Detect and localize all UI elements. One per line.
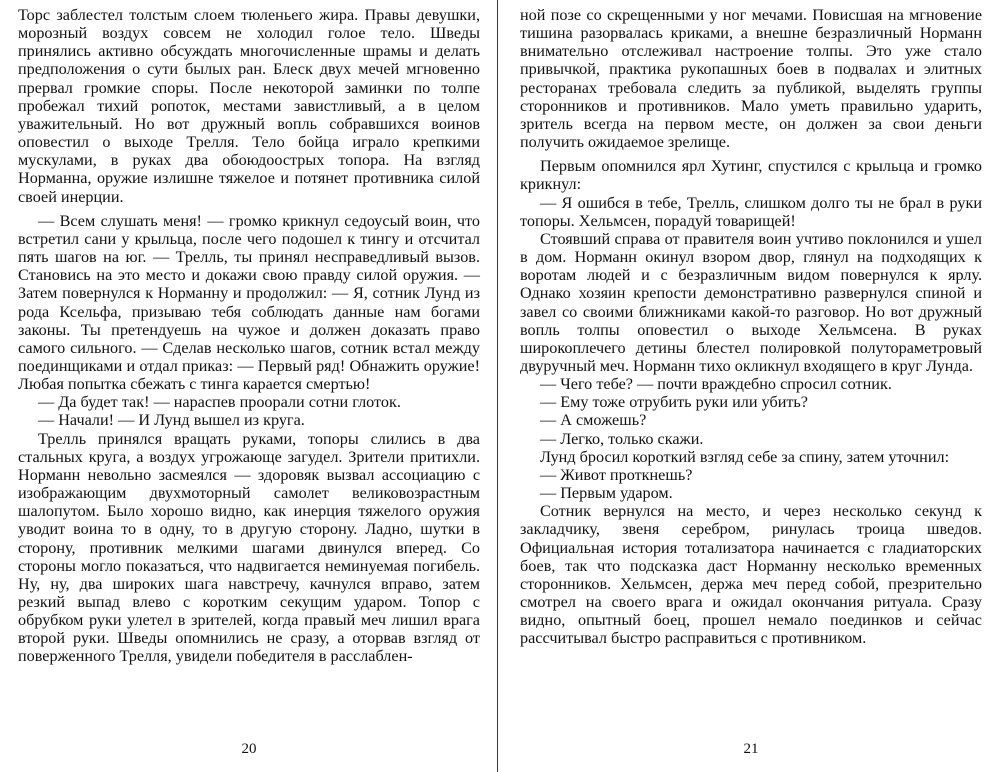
paragraph: — А сможешь? bbox=[540, 411, 647, 430]
paragraph: Первым опомнился ярл Хутинг, спустился с крыльца и громко крикнул: bbox=[520, 157, 982, 194]
page-gutter bbox=[497, 0, 498, 772]
paragraph: — Ему тоже отрубить руки или убить? bbox=[540, 393, 808, 412]
paragraph: Лунд бросил короткий взгляд себе за спину, затем уточнил: bbox=[540, 447, 950, 466]
paragraph: — Первым ударом. bbox=[540, 484, 673, 503]
paragraph: ной позе со скрещенными у ног мечами. Повисшая на мгновение тишина разорвалась криками, а внешне безразличный Норманн внимательно отслеживал настроение толпы. Это уже стало привычкой, практика рукопашных боев в подвалах и элитных ресторанах требовала следить за публикой, выделять группы сторонников и противников. Мало уметь правильно ударить, зритель всегда на первом месте, он должен за свои деньги получить ожидаемое зрелище. bbox=[520, 6, 982, 152]
left-page bbox=[18, 6, 480, 666]
paragraph: Трелль принялся вращать руками, топоры слились в два стальных круга, а воздух угрожающе загудел. Зрители притихли. Норманн невольно засмеялся — здоровяк вызвал ассоциацию с изображающим двухмоторный самолет великовозрастным шалопутом. Было хорошо видно, как инерция тяжелого оружия уводит воина то в одну, то в другую сторону. Ладно, шутки в сторону, противник мелкими шагами двинулся вперед. Со стороны могло показаться, что надвигается неминуемая погибель. Ну, ну, два широких шага навстречу, качнулся вправо, затем резкий выпад влево с коротким секущим ударом. Топор с обрубком руки улетел в зрителей, когда правый меч лишил врага второй руки. Шведы опомнились не сразу, а оторвав взгляд от поверженного Трелля, увидели победителя в расслаблен- bbox=[18, 429, 480, 666]
right-page bbox=[520, 6, 982, 647]
paragraph: — Живот проткнешь? bbox=[540, 465, 693, 484]
right-page-text bbox=[520, 6, 982, 647]
paragraph: — Я ошибся в тебе, Трелль, слишком долго ты не брал в руки топоры. Хельмсен, порадуй товарищей! bbox=[520, 193, 982, 230]
paragraph: Торс заблестел толстым слоем тюленьего жира. Правы девушки, морозный воздух совсем не холодил голое тело. Шведы принялись активно обсуждать многочисленные шрамы и делать предположения о сути былых ран. Блеск двух мечей мгновенно прервал громкие споры. После некоторой заминки по толпе пробежал тихий ропоток, местами завистливый, а в целом уважительный. Но вот дружный вопль собравшихся воинов оповестил о выходе Трелля. Тело бойца играло крепкими мускулами, в руках два обоюдоострых топора. На взгляд Норманна, оружие излишне тяжелое и потянет противника силой своей инерции. bbox=[18, 6, 480, 206]
paragraph: — Чего тебе? — почти враждебно спросил сотник. bbox=[540, 375, 892, 394]
paragraph: — Легко, только скажи. bbox=[540, 429, 704, 448]
paragraph: Сотник вернулся на место, и через несколько секунд к закладчику, звеня серебром, ринулась троица шведов. Официальная история тотализатора начинается с гладиаторских боев, так что подсказка даст Норманну несколько временных сторонников. Хельмсен, держа меч перед собой, презрительно смотрел на своего врага и ожидал окончания ритуала. Сразу видно, опытный боец, прошел немало поединков и сейчас рассчитывал быстро расправиться с противником. bbox=[520, 502, 982, 648]
paragraph: — Да будет так! — нараспев проорали сотни глоток. bbox=[38, 393, 401, 412]
paragraph: Стоявший справа от правителя воин учтиво поклонился и ушел в дом. Норманн окинул взором двор, глянул на подходящих к воротам людей и с безразличным видом повернулся к ярлу. Однако хозяин крепости демонстративно развернулся спиной и завел со своими ближниками какой-то разговор. Но вот дружный вопль толпы оповестил о выходе Хельмсена. В руках широкоплечего детины блестел полировкой полутораметровый двуручный меч. Норманн тихо окликнул входящего в круг Лунда. bbox=[520, 229, 982, 375]
left-page-text bbox=[18, 6, 480, 666]
paragraph: — Начали! — И Лунд вышел из круга. bbox=[38, 411, 305, 430]
paragraph: — Всем слушать меня! — громко крикнул седоусый воин, что встретил сани у крыльца, после чего подошел к тингу и отсчитал пять шагов на юг. — Трелль, ты принял несправедливый вызов. Становись на это место и докажи свою правду силой оружия. — Затем повернулся к Норманну и продолжил: — Я, сотник Лунд из рода Ксельфа, призываю тебя соблюдать данные нам богами законы. Ты претендуешь на чужое и должен доказать право самого сильного. — Сделав несколько шагов, сотник встал между поединщиками и отдал приказ: — Первый ряд! Обнажить оружие! Любая попытка сбежать с тинга карается смертью! bbox=[18, 211, 480, 394]
page-number-left: 20 bbox=[241, 741, 257, 757]
page-number-right: 21 bbox=[743, 741, 759, 757]
